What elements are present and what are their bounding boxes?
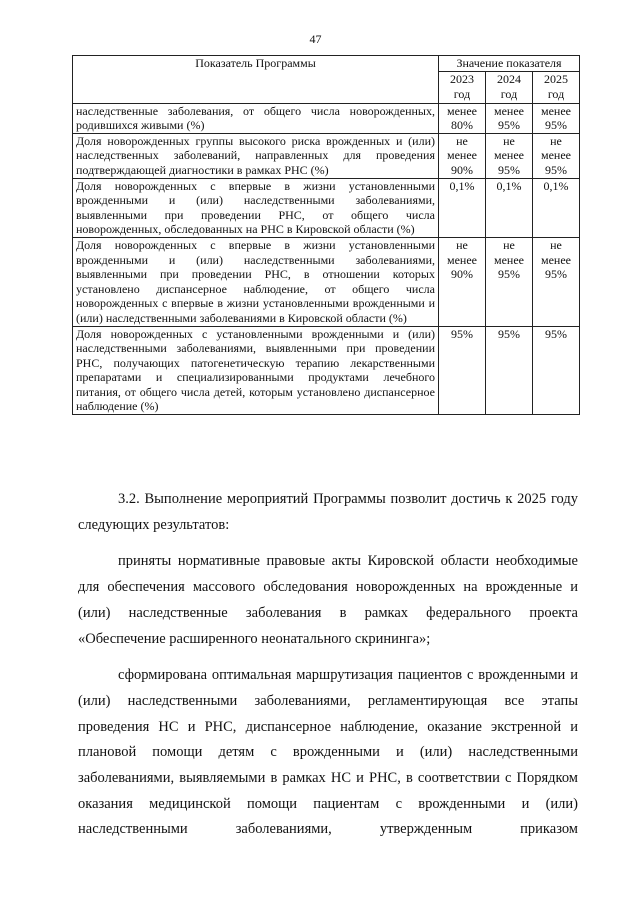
value-line: менее	[494, 148, 524, 163]
indicator-label: Доля новорожденных с впервые в жизни установленными врожденными и (или) наследственными заболеваниями, выявленными при проведении РНС, от общего числа новорожденных, обследованных на РНС в Кировской области (%)	[73, 178, 439, 237]
value-2025	[533, 178, 580, 237]
value-line: 95%	[545, 326, 567, 341]
value-line: 95%	[498, 267, 520, 282]
value-2024	[486, 103, 533, 133]
year-unit: год	[500, 87, 518, 102]
year-label: 2024	[497, 71, 521, 86]
indicator-label: наследственные заболевания, от общего числа новорожденных, родившихся живыми (%)	[73, 103, 439, 133]
result-item-paragraph: приняты нормативные правовые акты Кировской области необходимые для обеспечения массового обследования новорожденных на врожденные и (или) наследственные заболевания в рамках федерального проекта «Обеспечение расширенного неонатального скрининга»;	[78, 553, 578, 647]
value-line: 95%	[545, 267, 567, 282]
value-2025	[533, 103, 580, 133]
year-unit: год	[547, 87, 565, 102]
value-line: не	[550, 237, 562, 252]
table-row	[73, 326, 580, 415]
year-2025-cell	[533, 71, 580, 103]
value-line: менее	[494, 103, 524, 118]
value-2023	[439, 178, 486, 237]
document-body	[78, 487, 578, 854]
value-2025	[533, 237, 580, 326]
table-header-row	[73, 56, 580, 72]
value-line: 80%	[451, 118, 473, 133]
value-line: 90%	[451, 267, 473, 282]
value-2025	[533, 133, 580, 178]
year-label: 2023	[450, 71, 474, 86]
table-row	[73, 237, 580, 326]
indicator-label: Доля новорожденных группы высокого риска врожденных и (или) наследственных заболеваний, направленных для проведения подтверждающей диагностики в рамках РНС (%)	[73, 133, 439, 178]
year-2024-cell	[486, 71, 533, 103]
value-line: 95%	[545, 118, 567, 133]
value-2023	[439, 133, 486, 178]
value-line: менее	[494, 252, 524, 267]
header-indicator: Показатель Программы	[73, 56, 439, 104]
value-2025	[533, 326, 580, 415]
value-2024	[486, 237, 533, 326]
value-line: 95%	[545, 162, 567, 177]
value-line: не	[503, 237, 515, 252]
value-line: менее	[447, 252, 477, 267]
indicators-table	[72, 55, 580, 415]
year-unit: год	[453, 87, 471, 102]
table-row	[73, 103, 580, 133]
value-2023	[439, 237, 486, 326]
value-line: не	[456, 237, 468, 252]
value-line: 0,1%	[449, 178, 475, 193]
value-line: менее	[447, 103, 477, 118]
value-line: менее	[447, 148, 477, 163]
value-2023	[439, 103, 486, 133]
header-value: Значение показателя	[439, 56, 580, 72]
value-2024	[486, 326, 533, 415]
value-line: менее	[541, 148, 571, 163]
result-item-paragraph: сформирована оптимальная маршрутизация пациентов с врожденными и (или) наследственными заболеваниями, регламентирующая все этапы проведения НС и РНС, диспансерное наблюдение, оказание экстренной и плановой помощи детям с врожденными и (или) наследственными заболеваниями, выявляемыми в рамках НС и РНС, в соответствии с Порядком оказания медицинской помощи пациентам с врожденными и (или) наследственными заболеваниями, утвержденным приказом	[78, 667, 578, 838]
value-line: не	[503, 133, 515, 148]
indicator-label: Доля новорожденных с установленными врожденными и (или) наследственными заболеваниями, выявленными при проведении РНС, получающих патогенетическую терапию лекарственными препаратами и специализированными продуктами лечебного питания, от общего числа детей, которым установлено диспансерное наблюдение (%)	[73, 326, 439, 415]
value-line: 95%	[451, 326, 473, 341]
value-2024	[486, 133, 533, 178]
value-line: 95%	[498, 162, 520, 177]
value-line: 95%	[498, 326, 520, 341]
value-line: менее	[541, 252, 571, 267]
value-line: менее	[541, 103, 571, 118]
value-line: не	[456, 133, 468, 148]
table-row	[73, 133, 580, 178]
value-2024	[486, 178, 533, 237]
value-line: 95%	[498, 118, 520, 133]
value-2023	[439, 326, 486, 415]
value-line: 0,1%	[543, 178, 569, 193]
value-line: 90%	[451, 162, 473, 177]
table-row	[73, 178, 580, 237]
value-line: не	[550, 133, 562, 148]
year-2023-cell	[439, 71, 486, 103]
value-line: 0,1%	[496, 178, 522, 193]
indicator-label: Доля новорожденных с впервые в жизни установленными врожденными и (или) наследственными заболеваниями, выявленными при проведении РНС, в отношении которых установлено диспансерное наблюдение, от общего числа новорожденных с впервые в жизни установленными врожденными и (или) наследственными заболеваниями в Кировской области (%)	[73, 237, 439, 326]
year-label: 2025	[544, 71, 568, 86]
results-intro-paragraph: 3.2. Выполнение мероприятий Программы позволит достичь к 2025 году следующих результатов:	[78, 491, 578, 533]
page-number: 47	[309, 32, 322, 46]
